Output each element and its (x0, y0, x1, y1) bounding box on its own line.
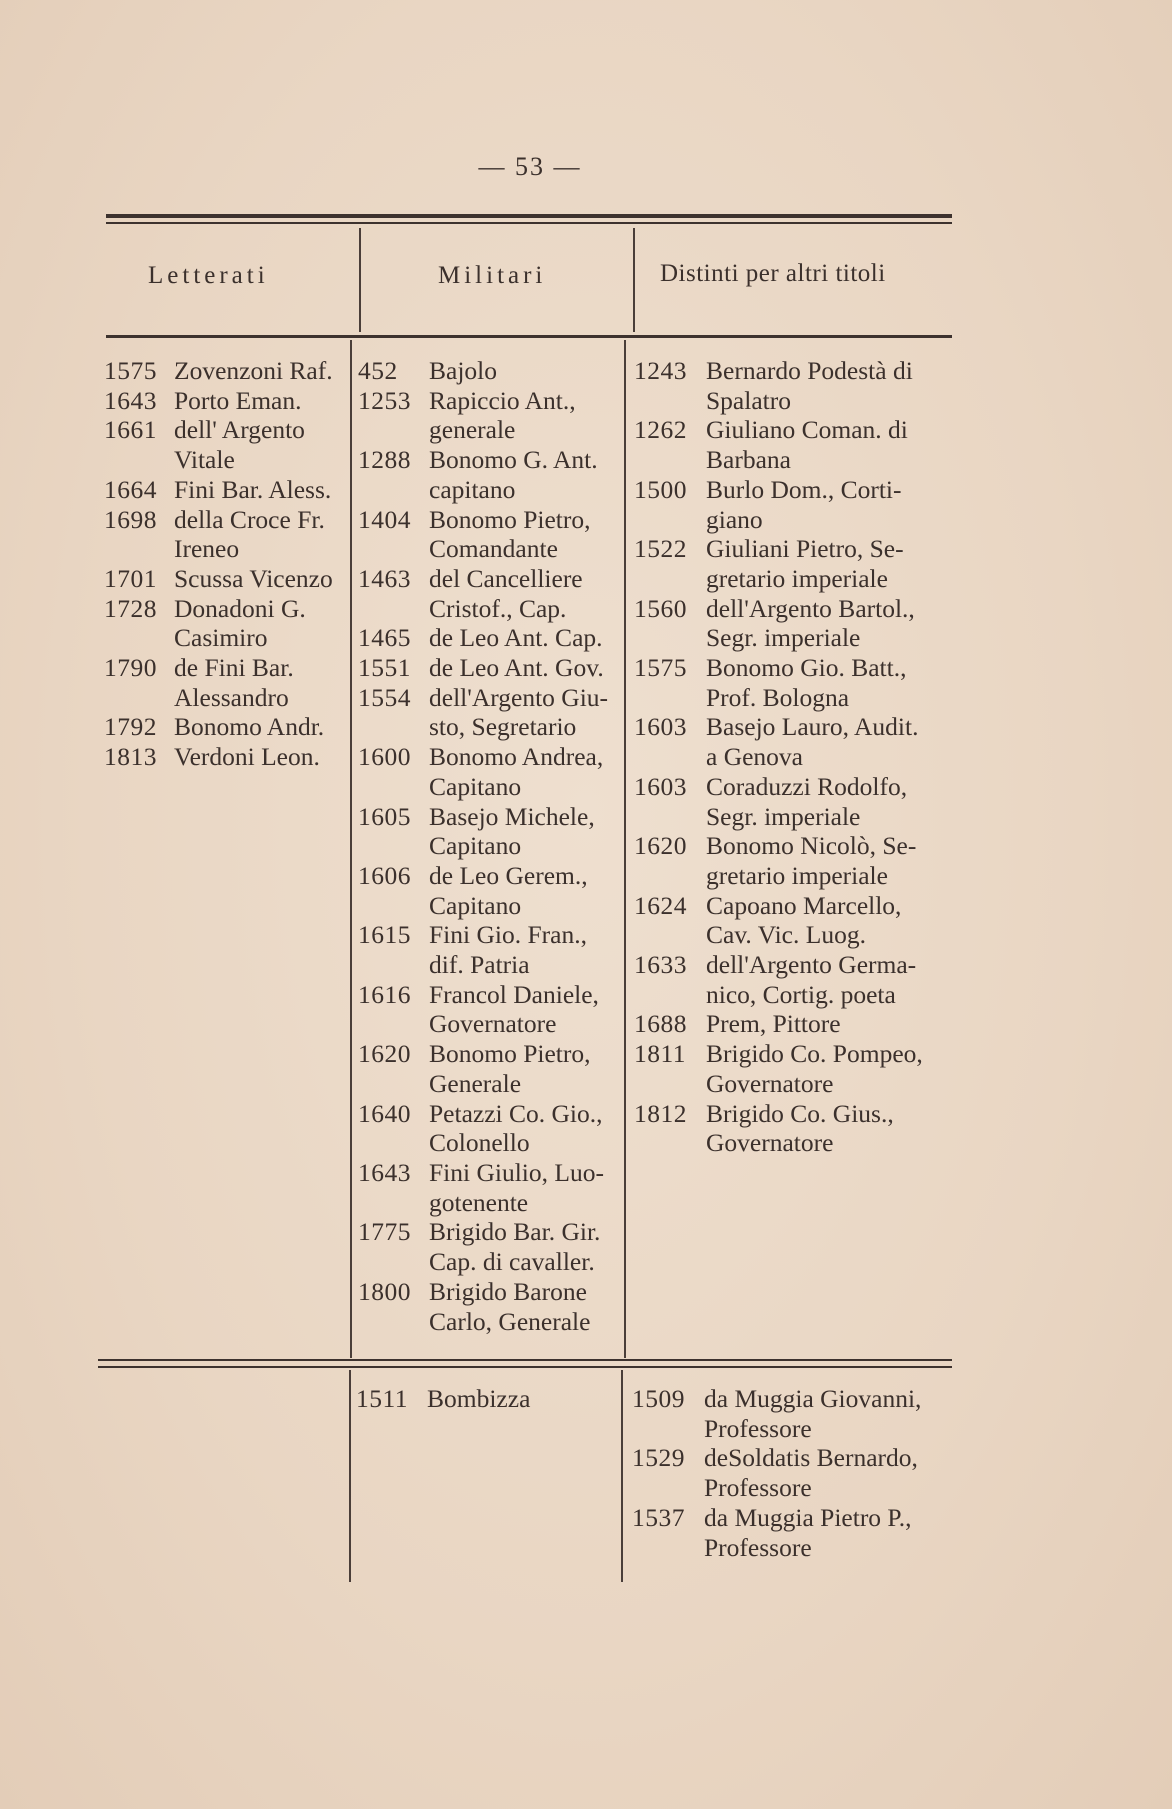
entry-line: della Croce Fr. (174, 504, 325, 534)
entry-line: Bonomo Pietro, (429, 504, 591, 534)
entry-text (174, 356, 352, 386)
entry-line: gotenente (429, 1187, 529, 1217)
entry-line: Casimiro (174, 623, 268, 653)
entry-line: Basejo Michele, (429, 801, 595, 831)
entry-line: de Leo Ant. Cap. (429, 623, 603, 653)
entry-text (429, 980, 626, 1039)
entry-text (174, 742, 352, 772)
table-row (358, 683, 626, 742)
entry-text (706, 772, 956, 831)
table-row (358, 1099, 626, 1158)
entry-line: Comandante (429, 534, 558, 564)
table-row (358, 980, 626, 1039)
entry-text (706, 356, 956, 415)
table-row (358, 861, 626, 920)
entry-year: 1661 (104, 415, 157, 445)
table-row (634, 831, 956, 890)
entry-text (429, 1277, 626, 1336)
entry-year: 1811 (634, 1039, 687, 1069)
entry-year: 1615 (358, 920, 411, 950)
entry-line: Bombizza (427, 1384, 531, 1413)
entry-line: Capitano (429, 831, 522, 861)
table-row (358, 445, 626, 504)
table-row (104, 386, 352, 416)
entry-line: de Leo Ant. Gov. (429, 653, 604, 683)
table-row (104, 415, 352, 474)
entry-line: Prof. Bologna (706, 682, 850, 712)
table-row (104, 742, 352, 772)
table-row (634, 415, 956, 474)
entry-text (429, 1039, 626, 1098)
entry-line: Spalatro (706, 385, 791, 415)
entry-year: 1624 (634, 890, 687, 920)
table-row (104, 653, 352, 712)
entry-text (174, 386, 352, 416)
table-row (632, 1443, 954, 1502)
entry-line: Alessandro (174, 682, 289, 712)
entry-text (429, 356, 626, 386)
militari-column (358, 356, 626, 1336)
entry-line: Vitale (174, 445, 235, 475)
entry-year: 1463 (358, 563, 411, 593)
table-row (634, 891, 956, 950)
entry-text (706, 534, 956, 593)
table-row (358, 920, 626, 979)
table-row (358, 564, 626, 623)
entry-line: Barbana (706, 445, 791, 475)
entry-year: 1243 (634, 356, 687, 385)
entry-line: da Muggia Pietro P., (704, 1502, 912, 1532)
table-row (358, 742, 626, 801)
table-row (104, 475, 352, 505)
entry-line: Bonomo G. Ant. (429, 445, 598, 475)
entry-line: del Cancelliere (429, 563, 583, 593)
entry-text (706, 831, 956, 890)
entry-year: 1560 (634, 593, 687, 623)
entry-line: Governatore (429, 1009, 557, 1039)
entry-year: 1253 (358, 385, 411, 415)
entry-line: Petazzi Co. Gio., (429, 1098, 603, 1128)
entry-line: gretario imperiale (706, 860, 888, 890)
entry-year: 1575 (104, 356, 157, 385)
entry-line: Fini Giulio, Luo- (429, 1157, 604, 1187)
entry-line: Professore (704, 1413, 812, 1443)
entry-line: Bonomo Nicolò, Se- (706, 831, 917, 861)
entry-line: deSoldatis Bernardo, (704, 1443, 918, 1473)
entry-text (429, 564, 626, 623)
entry-year: 1465 (358, 623, 411, 653)
entry-year: 1606 (358, 860, 411, 890)
entry-year: 1790 (104, 653, 157, 683)
table-row (634, 534, 956, 593)
entry-line: dell'Argento Bartol., (706, 593, 915, 623)
entry-line: dell'Argento Germa- (706, 950, 917, 980)
table-row (634, 1009, 956, 1039)
entry-line: Bernardo Podestà di (706, 356, 913, 385)
entry-line: Capitano (429, 771, 522, 801)
entry-year: 1262 (634, 415, 687, 445)
header-divider-1 (359, 228, 361, 332)
entry-line: Segr. imperiale (706, 623, 861, 653)
entry-text (427, 1384, 624, 1414)
table-row (632, 1384, 954, 1443)
entry-text (429, 802, 626, 861)
table-row (104, 712, 352, 742)
entry-line: Professore (704, 1532, 812, 1562)
entry-text (429, 861, 626, 920)
entry-line: Brigido Barone (429, 1276, 587, 1306)
entry-line: Professore (704, 1473, 812, 1503)
entry-line: de Fini Bar. (174, 653, 294, 683)
entry-line: Giuliano Coman. di (706, 415, 908, 445)
entry-line: capitano (429, 474, 516, 504)
entry-text (429, 1099, 626, 1158)
entry-year: 1633 (634, 950, 687, 980)
entry-year: 1603 (634, 712, 687, 742)
entry-line: Francol Daniele, (429, 979, 599, 1009)
header-militari: Militari (438, 262, 547, 289)
table-row (358, 802, 626, 861)
distinti-lower-column (632, 1384, 954, 1562)
entry-year: 1605 (358, 801, 411, 831)
entry-year: 1575 (634, 653, 687, 683)
entry-text (704, 1384, 954, 1443)
page-number: — 53 — (478, 152, 582, 181)
header-letterati: Letterati (148, 262, 269, 289)
entry-line: Brigido Co. Gius., (706, 1098, 894, 1128)
entry-text (704, 1503, 954, 1562)
entry-text (174, 415, 352, 474)
entry-text (174, 564, 352, 594)
entry-line: Governatore (706, 1068, 834, 1098)
table-row (104, 505, 352, 564)
entry-line: giano (706, 504, 763, 534)
table-row (634, 594, 956, 653)
header-distinti: Distinti per altri titoli (660, 260, 886, 287)
entry-text (429, 683, 626, 742)
entry-line: Governatore (706, 1128, 834, 1158)
entry-text (706, 475, 956, 534)
letterati-column (104, 356, 352, 772)
entry-line: Basejo Lauro, Audit. (706, 712, 919, 742)
entry-year: 1775 (358, 1217, 411, 1247)
entry-year: 1813 (104, 742, 157, 772)
entry-line: nico, Cortig. poeta (706, 979, 896, 1009)
entry-line: Bonomo Andrea, (429, 742, 604, 772)
entry-text (174, 653, 352, 712)
entry-text (704, 1443, 954, 1502)
table-row (358, 505, 626, 564)
entry-text (174, 505, 352, 564)
table-row (634, 653, 956, 712)
entry-line: da Muggia Giovanni, (704, 1384, 922, 1413)
table-row (358, 1158, 626, 1217)
entry-line: Carlo, Generale (429, 1306, 591, 1336)
entry-line: dell' Argento (174, 415, 305, 445)
distinti-column (634, 356, 956, 1158)
entry-text (429, 742, 626, 801)
entry-line: Cav. Vic. Luog. (706, 920, 866, 950)
entry-text (706, 1099, 956, 1158)
entry-text (429, 1158, 626, 1217)
table-row (634, 950, 956, 1009)
entry-line: Burlo Dom., Corti- (706, 474, 902, 504)
entry-line: Giuliani Pietro, Se- (706, 534, 904, 564)
entry-line: Colonello (429, 1128, 530, 1158)
lower-divider-1 (349, 1370, 351, 1582)
table-row (104, 356, 352, 386)
militari-lower-column (356, 1384, 624, 1414)
header-bottom-rule (106, 335, 952, 338)
entry-year: 1509 (632, 1384, 685, 1413)
entry-line: Scussa Vicenzo (174, 563, 333, 593)
entry-line: Fini Bar. Aless. (174, 474, 332, 504)
entry-text (706, 712, 956, 771)
table-row (634, 712, 956, 771)
entry-year: 1800 (358, 1276, 411, 1306)
entry-text (174, 594, 352, 653)
entry-line: Brigido Co. Pompeo, (706, 1039, 923, 1069)
table-row (634, 1039, 956, 1098)
entry-text (706, 1009, 956, 1039)
entry-line: Cristof., Cap. (429, 593, 567, 623)
entry-text (429, 445, 626, 504)
entry-text (429, 386, 626, 445)
entry-line: gretario imperiale (706, 563, 888, 593)
table-row (358, 653, 626, 683)
entry-line: Verdoni Leon. (174, 742, 320, 772)
entry-line: Donadoni G. (174, 593, 306, 623)
entry-text (706, 1039, 956, 1098)
entry-line: Fini Gio. Fran., (429, 920, 587, 950)
entry-line: dif. Patria (429, 950, 530, 980)
table-row (358, 623, 626, 653)
entry-year: 1812 (634, 1098, 687, 1128)
entry-text (706, 891, 956, 950)
table-row (104, 564, 352, 594)
entry-line: dell'Argento Giu- (429, 682, 609, 712)
entry-text (429, 505, 626, 564)
entry-year: 1701 (104, 563, 157, 593)
entry-year: 1600 (358, 742, 411, 772)
entry-text (429, 623, 626, 653)
entry-text (706, 950, 956, 1009)
entry-line: Bonomo Pietro, (429, 1039, 591, 1069)
entry-line: generale (429, 415, 516, 445)
entry-text (706, 415, 956, 474)
table-row (634, 1099, 956, 1158)
entry-year: 1529 (632, 1443, 685, 1473)
table-row (634, 356, 956, 415)
entry-year: 1643 (104, 385, 157, 415)
entry-text (429, 653, 626, 683)
entry-year: 1643 (358, 1157, 411, 1187)
entry-line: Capoano Marcello, (706, 890, 902, 920)
top-rule-thick (106, 214, 952, 218)
entry-year: 1792 (104, 712, 157, 742)
middle-rule-2 (98, 1366, 952, 1368)
entry-year: 1288 (358, 445, 411, 475)
entry-year: 1603 (634, 771, 687, 801)
entry-text (174, 475, 352, 505)
entry-line: Generale (429, 1068, 522, 1098)
top-rule-thin (106, 222, 952, 224)
entry-line: Rapiccio Ant., (429, 385, 576, 415)
table-row (358, 386, 626, 445)
entry-year: 1640 (358, 1098, 411, 1128)
entry-year: 1554 (358, 682, 411, 712)
entry-line: sto, Segretario (429, 712, 577, 742)
entry-year: 1620 (634, 831, 687, 861)
entry-line: Cap. di cavaller. (429, 1247, 595, 1277)
entry-year: 1698 (104, 504, 157, 534)
entry-year: 1404 (358, 504, 411, 534)
table-row (104, 594, 352, 653)
entry-year: 452 (358, 356, 398, 385)
entry-year: 1500 (634, 474, 687, 504)
entry-line: a Genova (706, 742, 803, 772)
entry-line: Segr. imperiale (706, 801, 861, 831)
entry-year: 1728 (104, 593, 157, 623)
entry-year: 1511 (356, 1384, 409, 1413)
entry-line: Zovenzoni Raf. (174, 356, 333, 385)
entry-line: Bonomo Andr. (174, 712, 325, 742)
entry-line: Brigido Bar. Gir. (429, 1217, 601, 1247)
entry-text (706, 653, 956, 712)
table-row (358, 1039, 626, 1098)
entry-line: Capitano (429, 890, 522, 920)
entry-line: Coraduzzi Rodolfo, (706, 771, 908, 801)
entry-year: 1664 (104, 474, 157, 504)
table-row (634, 772, 956, 831)
entry-line: Bajolo (429, 356, 497, 385)
entry-text (429, 920, 626, 979)
entry-year: 1616 (358, 979, 411, 1009)
entry-text (429, 1217, 626, 1276)
entry-year: 1620 (358, 1039, 411, 1069)
entry-line: Prem, Pittore (706, 1009, 841, 1039)
entry-year: 1522 (634, 534, 687, 564)
table-row (634, 475, 956, 534)
entry-text (706, 594, 956, 653)
entry-year: 1537 (632, 1502, 685, 1532)
table-row (358, 1277, 626, 1336)
table-row (358, 1217, 626, 1276)
entry-line: de Leo Gerem., (429, 860, 588, 890)
entry-line: Bonomo Gio. Batt., (706, 653, 907, 683)
middle-rule-1 (98, 1359, 952, 1361)
entry-year: 1551 (358, 653, 411, 683)
entry-line: Ireneo (174, 534, 240, 564)
entry-year: 1688 (634, 1009, 687, 1039)
table-row (356, 1384, 624, 1414)
table-row (358, 356, 626, 386)
table-row (632, 1503, 954, 1562)
entry-line: Porto Eman. (174, 385, 302, 415)
header-divider-2 (633, 228, 635, 332)
entry-text (174, 712, 352, 742)
